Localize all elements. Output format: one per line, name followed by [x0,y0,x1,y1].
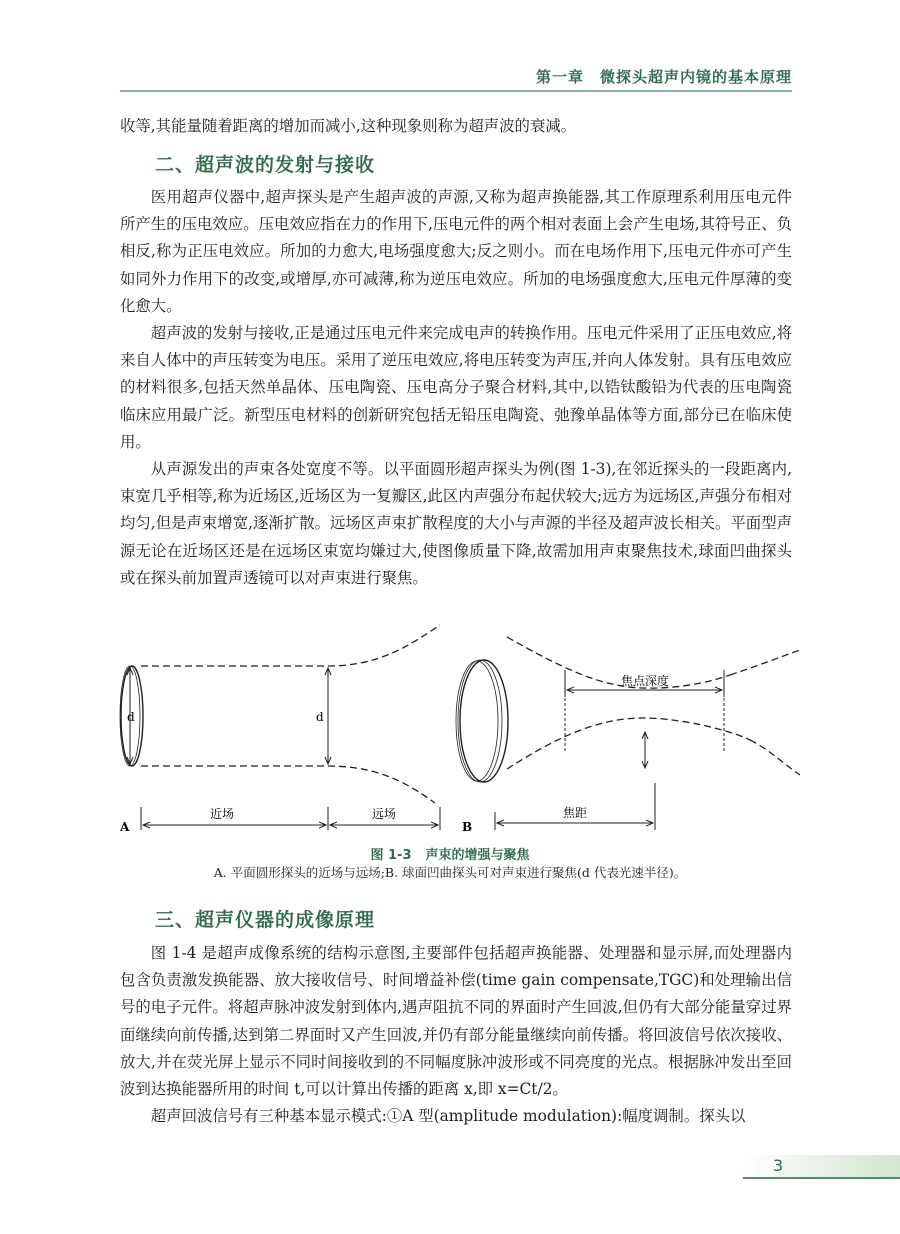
diameter-label: d [316,710,324,724]
paragraph: 超声波的发射与接收,正是通过压电元件来完成电声的转换作用。压电元件采用了正压电效应,将来自人体中的声压转变为电压。采用了逆压电效应,将电压转变为声压,并向人体发射。具有压电效应的材料很多,包括天然单晶体、压电陶瓷、压电高分子聚合材料,其中,以锆钛酸铅为代表的压电陶瓷临床应用最广泛。新型压电材料的创新研究包括无铅压电陶瓷、弛豫单晶体等方面,部分已在临床使用。 [120,324,792,451]
near-field-label: 近场 [209,807,235,821]
panel-b-label: B [462,820,473,834]
diameter-label: d [127,710,135,724]
beam-diagram [110,615,810,845]
paragraph: 超声回波信号有三种基本显示模式:①A 型(amplitude modulation):幅度调制。探头以 [150,1107,746,1126]
paragraph: 从声源发出的声束各处宽度不等。以平面圆形超声探头为例(图 1-3),在邻近探头的一段距离内,束宽几乎相等,称为近场区,近场区为一复瓣区,此区内声强分布起伏较大;远方为远场区,声强分布相对均匀,但是声束增宽,逐渐扩散。远场区声束扩散程度的大小与声源的半径及超声波长相关。平面型声源无论在近场区还是在远场区束宽均嫌过大,使图像质量下降,故需加用声束聚焦技术,球面凹曲探头或在探头前加置声透镜可以对声束进行聚焦。 [120,460,792,587]
panel-a [120,625,440,830]
paragraph: 图 1-4 是超声成像系统的结构示意图,主要部件包括超声换能器、处理器和显示屏,而处理器内包含负责激发换能器、放大接收信号、时间增益补偿(time gain compensate,TGC)和处理输出信号的电子元件。将超声脉冲波发射到体内,遇声阻抗不同的界面时产生回波,但仍有大部分能量穿过界面继续向前传播,达到第二界面时又产生回波,并仍有部分能量继续向前传播。将回波信号依次接收、放大,并在荧光屏上显示不同时间接收到的不同幅度脉冲波形或不同亮度的光点。根据脉冲发出至回波到达换能器所用的时间 t,可以计算出传播的距离 x,即 x=Ct/2。 [120,944,792,1099]
running-header [120,66,792,92]
panel-b [456,637,800,830]
focal-depth-label: 焦点深度 [620,674,670,688]
section-body [120,184,792,592]
section-heading: 二、超声波的发射与接收 [155,154,376,176]
page-number-bar [743,1155,900,1179]
focal-length-label: 焦距 [562,806,588,820]
paragraph: 医用超声仪器中,超声探头是产生超声波的声源,又称为超声换能器,其工作原理系利用压电元件所产生的压电效应。压电效应指在力的作用下,压电元件的两个相对表面上会产生电场,其符号正、负相反,称为正压电效应。所加的力愈大,电场强度愈大;反之则小。而在电场作用下,压电元件亦可产生如同外力作用下的改变,或增厚,亦可减薄,称为逆压电效应。所加的电场强度愈大,压电元件厚薄的变化愈大。 [120,188,792,315]
paragraph: 收等,其能量随着距离的增加而减小,这种现象则称为超声波的衰减。 [120,117,577,135]
figure-caption-text: A. 平面圆形探头的近场与远场;B. 球面凹曲探头可对声束进行聚焦(d 代表光速半径)。 [213,865,687,880]
figure-1-3 [110,615,810,845]
continuation-text [120,113,792,140]
figure-title: 声束的增强与聚焦 [425,848,530,863]
chapter-title: 第一章 微探头超声内镜的基本原理 [535,68,792,86]
far-field-label: 远场 [371,807,397,821]
figure-number: 图 1-3 [370,848,412,863]
section-body [120,940,792,1130]
section-heading: 三、超声仪器的成像原理 [155,909,376,931]
panel-a-label: A [120,820,130,834]
page-number: 3 [773,1156,784,1175]
figure-caption-title [0,844,900,863]
